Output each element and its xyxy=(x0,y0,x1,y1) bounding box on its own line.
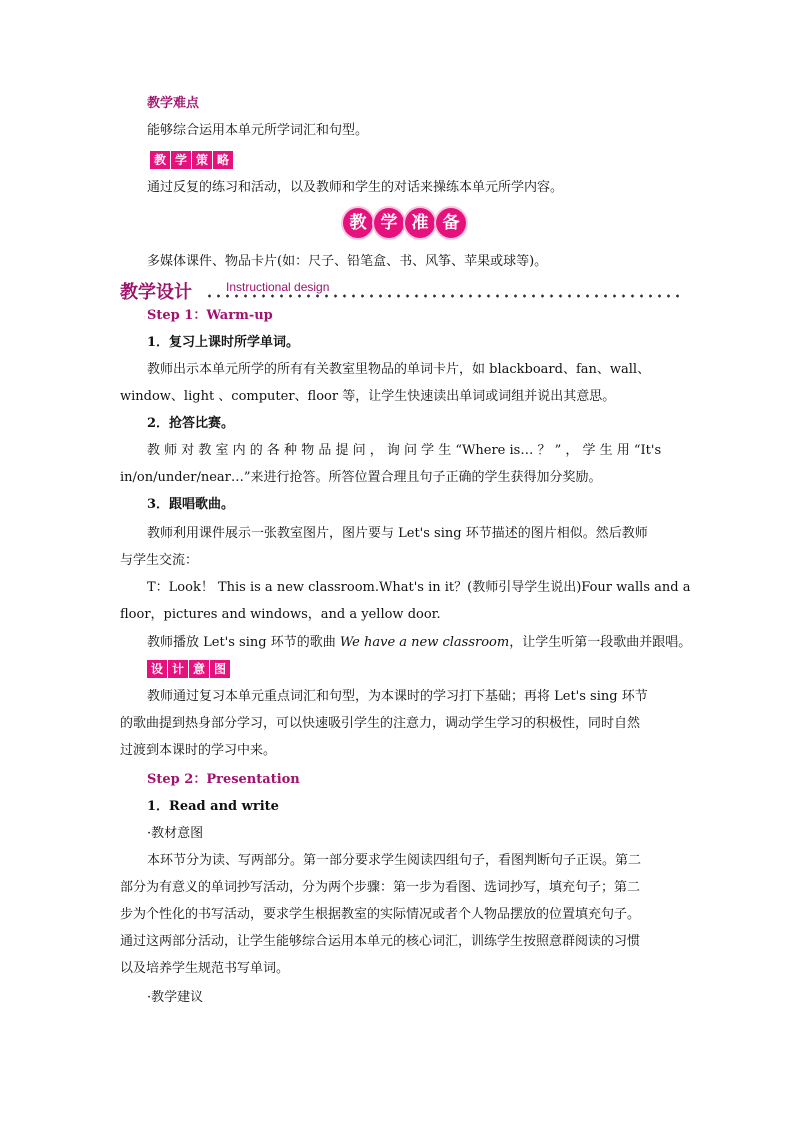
intent-line: 过渡到本课时的学习中来。 xyxy=(120,743,277,758)
song-post: ，让学生听第一段歌曲并跟唱。 xyxy=(509,635,692,650)
strategy-text: 通过反复的练习和活动，以及教师和学生的对话来操练本单元所学内容。 xyxy=(147,180,564,195)
difficulty-text: 能够综合运用本单元所学词汇和句型。 xyxy=(147,123,369,138)
intent-badge xyxy=(147,660,230,678)
dotted-rule xyxy=(205,294,683,298)
step2-para-line: 通过这两部分活动，让学生能够综合运用本单元的核心词汇，训练学生按照意群阅读的习惯 xyxy=(120,934,641,949)
step2-para-line: 以及培养学生规范书写单词。 xyxy=(120,961,290,976)
intent-badge-char: 图 xyxy=(210,660,230,678)
song-title: We have a new classroom xyxy=(339,635,510,650)
design-subtitle: Instructional design xyxy=(226,280,330,294)
step2-para-line: 部分为有意义的单词抄写活动，分为两个步骤：第一步为看图、选词抄写，填充句子；第二 xyxy=(120,880,641,895)
step1-item1-title: 1．复习上课时所学单词。 xyxy=(147,335,300,350)
step1-item3-line: 教师利用课件展示一张教室图片，图片要与 Let's sing 环节描述的图片相似。然后教师 xyxy=(147,526,648,541)
intent-badge-char: 意 xyxy=(189,660,209,678)
strategy-badge-char: 策 xyxy=(192,151,212,169)
step1-item2-line: 教 师 对 教 室 内 的 各 种 物 品 提 问 ， 询 问 学 生 “Where is… ？ ” ， 学 生 用 “It's xyxy=(147,443,662,458)
preparation-banner xyxy=(343,208,466,238)
step1-item3-line: 与学生交流： xyxy=(120,553,199,568)
step1-heading: Step 1：Warm-up xyxy=(147,308,273,323)
step1-item1-line: 教师出示本单元所学的所有有关教室里物品的单词卡片，如 blackboard、fan、wall、 xyxy=(147,362,651,377)
step1-item1-line: window、light 、computer、floor 等，让学生快速读出单词或词组并说出其意思。 xyxy=(120,389,616,404)
intent-badge-char: 计 xyxy=(168,660,188,678)
dialog-line: floor，pictures and windows，and a yellow door. xyxy=(120,607,441,622)
preparation-banner-char: 准 xyxy=(405,208,435,238)
step2-item1-title: 1．Read and write xyxy=(147,799,279,814)
preparation-banner-char: 备 xyxy=(436,208,466,238)
difficulty-heading: 教学难点 xyxy=(147,96,200,111)
preparation-text: 多媒体课件、物品卡片(如：尺子、铅笔盒、书、风筝、苹果或球等)。 xyxy=(147,254,548,269)
preparation-banner-char: 教 xyxy=(343,208,373,238)
song-pre: 教师播放 Let's sing 环节的歌曲 xyxy=(147,635,340,650)
strategy-badge-char: 略 xyxy=(213,151,233,169)
step2-para-line: 步为个性化的书写活动，要求学生根据教室的实际情况或者个人物品摆放的位置填充句子。 xyxy=(120,907,641,922)
strategy-badge-char: 学 xyxy=(171,151,191,169)
design-title: 教学设计 xyxy=(120,282,192,303)
strategy-badge-char: 教 xyxy=(150,151,170,169)
step1-item2-line: in/on/under/near…”来进行抢答。所答位置合理且句子正确的学生获得加分奖励。 xyxy=(120,470,602,485)
step2-sub-heading: ·教材意图 xyxy=(147,826,204,841)
step2-para-line: 本环节分为读、写两部分。第一部分要求学生阅读四组句子，看图判断句子正误。第二 xyxy=(147,853,642,868)
step2-sub-heading: ·教学建议 xyxy=(147,990,204,1005)
intent-line: 的歌曲提到热身部分学习，可以快速吸引学生的注意力，调动学生学习的积极性，同时自然 xyxy=(120,716,641,731)
intent-badge-char: 设 xyxy=(147,660,167,678)
song-line xyxy=(147,629,692,656)
step1-item2-title: 2．抢答比赛。 xyxy=(147,416,235,431)
preparation-banner-char: 学 xyxy=(374,208,404,238)
step2-heading: Step 2：Presentation xyxy=(147,772,300,787)
strategy-badge xyxy=(150,151,233,169)
dialog-line: T：Look！ This is a new classroom.What's in it？(教师引导学生说出)Four walls and a xyxy=(147,580,691,595)
step1-item3-title: 3．跟唱歌曲。 xyxy=(147,497,235,512)
intent-line: 教师通过复习本单元重点词汇和句型，为本课时的学习打下基础；再将 Let's sing 环节 xyxy=(147,689,648,704)
